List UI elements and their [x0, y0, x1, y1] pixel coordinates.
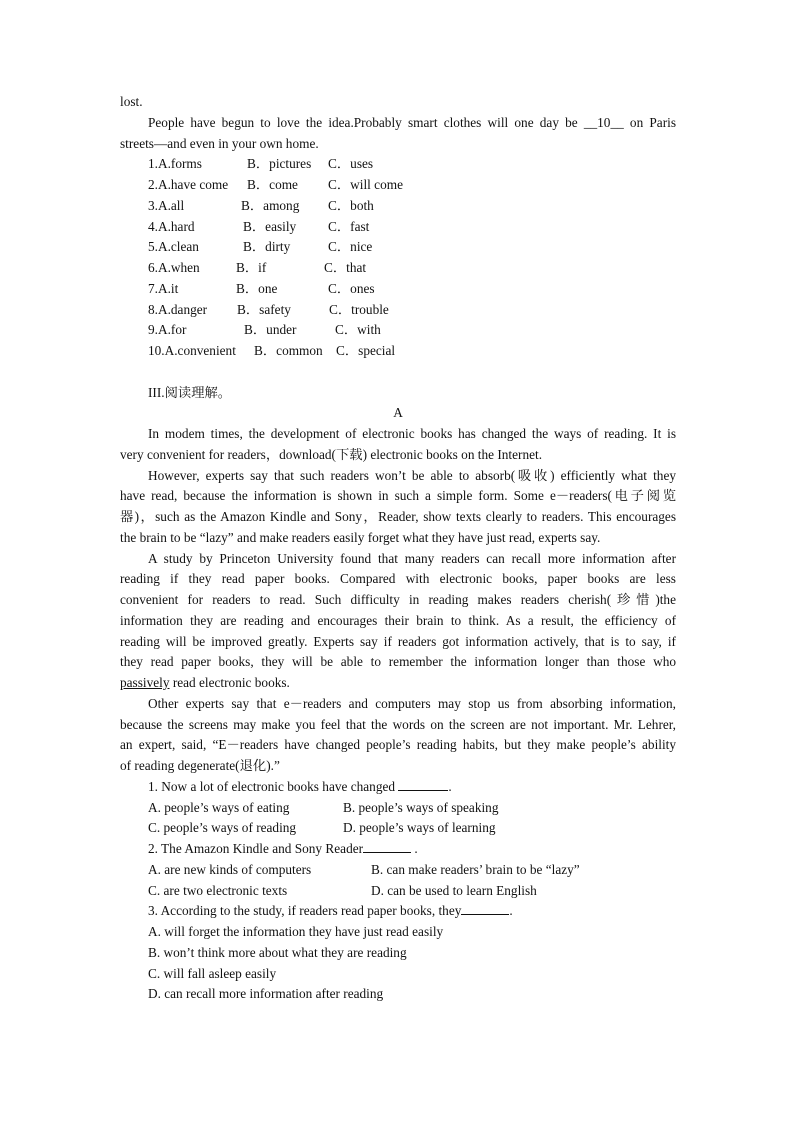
spacer [120, 362, 676, 383]
document-page [120, 92, 676, 1005]
intro-paragraph-line: streets—and even in your own home. [120, 135, 319, 151]
option-row-6: 6.A.when B．if C．that [148, 260, 367, 275]
intro-paragraph-line: People have begun to love the idea.Probably smart clothes will one day be __10__ on Paris [148, 114, 676, 130]
passage-paragraph-1: In modem times, the development of electronic books has changed the ways of reading. It is very convenient for readers，download(下载) electronic books on the Internet. [120, 426, 676, 462]
question-stem: 2. The Amazon Kindle and Sony Reader . [148, 841, 418, 856]
option-row-2: 2.A.have come B．come C．will come [148, 177, 403, 192]
question-2: 2. The Amazon Kindle and Sony Reader . A. are new kinds of computers B. can make readers’ brain to be “lazy” C. are two electronic texts D. can be used to learn English [120, 839, 676, 901]
option-row-10: 10.A.convenient B．common C．special [148, 343, 396, 358]
answer-blank [461, 902, 509, 915]
passage-label: A [393, 405, 403, 421]
passage-paragraph-3: A study by Princeton University found that many readers can recall more information after reading if they read paper books. Compared with electronic books, paper books are less convenient for readers to read. Such difficulty in reading makes readers cherish(珍惜)the information they are reading and encourages their brain to think. As a result, the efficiency of reading will be improved greatly. Experts say if readers got information actively, that is to say, if they read paper books, they will be able to remember the information longer than those who passively read electronic books. [120, 550, 676, 690]
cloze-options-list [120, 154, 676, 362]
question-stem: 1. Now a lot of electronic books have changed . [148, 778, 452, 794]
option-row-9: 9.A.for B．under C．with [148, 322, 381, 338]
option-row-8: 8.A.danger B．safety C．trouble [148, 301, 389, 317]
option-row-3: 3.A.all B．among C．both [148, 197, 374, 213]
section-heading: III.阅读理解。 [148, 384, 232, 400]
intro-line: lost. [120, 94, 143, 109]
underlined-word: passively [120, 675, 170, 690]
answer-blank [398, 778, 448, 791]
question-3: 3. According to the study, if readers read paper books, they . A. will forget the information they have just read easily B. won’t think more about what they are reading C. will fall asleep easily D. can recall more information after reading [120, 901, 676, 1005]
passage-paragraph-4: Other experts say that e－readers and computers may stop us from absorbing information, because the screens may make you feel that the words on the screen are not important. Mr. Lehrer, an expert, said, “E－readers have changed people’s reading habits, but they make people’s ability of reading degenerate(退化).” [120, 695, 676, 773]
question-stem: 3. According to the study, if readers read paper books, they . [148, 903, 513, 919]
question-1: 1. Now a lot of electronic books have changed . A. people’s ways of eating B. people’s ways of speaking C. people’s ways of reading D. people’s ways of learning [120, 777, 676, 839]
option-row-7: 7.A.it B．one C．ones [148, 280, 375, 296]
passage-paragraph-2: However, experts say that such readers won’t be able to absorb(吸收) efficiently what they have read, because the information is shown in such a simple form. Some e－readers(电子阅览 器)，such as the Amazon Kindle and Sony，Reader, show texts clearly to readers. This encourages the brain to be “lazy” and make readers easily forget what they have just read, experts say. [120, 467, 676, 545]
option-row-4: 4.A.hard B．easily C．fast [148, 218, 370, 234]
option-row-1: 1.A.forms B．pictures C．uses [148, 156, 374, 172]
answer-blank [363, 840, 411, 853]
option-row-5: 5.A.clean B．dirty C．nice [148, 239, 373, 255]
